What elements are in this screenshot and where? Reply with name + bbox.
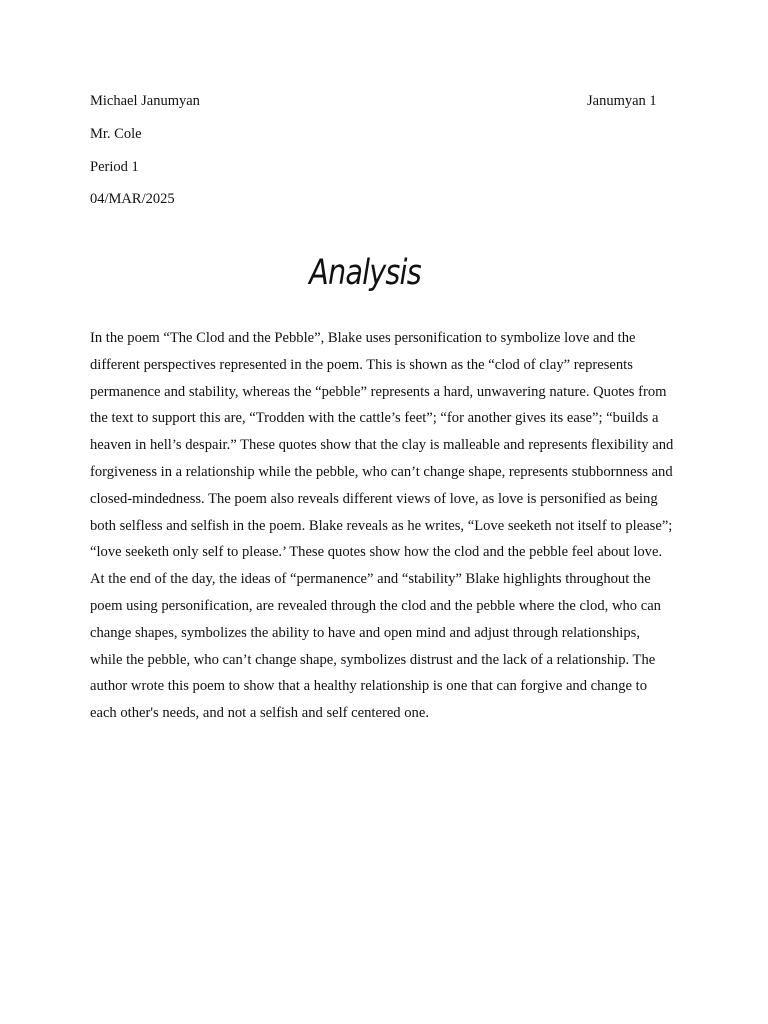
date: 04/MAR/2025 <box>90 191 175 207</box>
student-name: Michael Janumyan <box>90 93 200 109</box>
class-period: Period 1 <box>90 159 139 175</box>
page-header-number: Janumyan 1 <box>587 93 657 109</box>
essay-title: Analysis <box>309 253 421 293</box>
essay-body: In the poem “The Clod and the Pebble”, Blake uses personification to symbolize love and the different perspectives represented in the poem. This is shown as the “clod of clay” represents permanence and stability, whereas the “pebble” represents a hard, unwavering nature. Quotes from the text to support this are, “Trodden with the cattle’s feet”; “for another gives its ease”; “builds a heaven in hell’s despair.” These quotes show that the clay is malleable and represents flexibility and forgiveness in a relationship while the pebble, who can’t change shape, represents stubbornness and closed-mindedness. The poem also reveals different views of love, as love is personified as being both selfless and selfish in the poem. Blake reveals as he writes, “Love seeketh not itself to please”; “love seeketh only self to please.’ These quotes show how the clod and the pebble feel about love. At the end of the day, the ideas of “permanence” and “stability” Blake highlights throughout the poem using personification, are revealed through the clod and the pebble where the clod, who can change shapes, symbolizes the ability to have and open mind and adjust through relationships, while the pebble, who can’t change shape, symbolizes distrust and the lack of a relationship. The author wrote this poem to show that a healthy relationship is one that can forgive and change to each other's needs, and not a selfish and self centered one. <box>90 330 674 722</box>
teacher-name: Mr. Cole <box>90 126 142 142</box>
